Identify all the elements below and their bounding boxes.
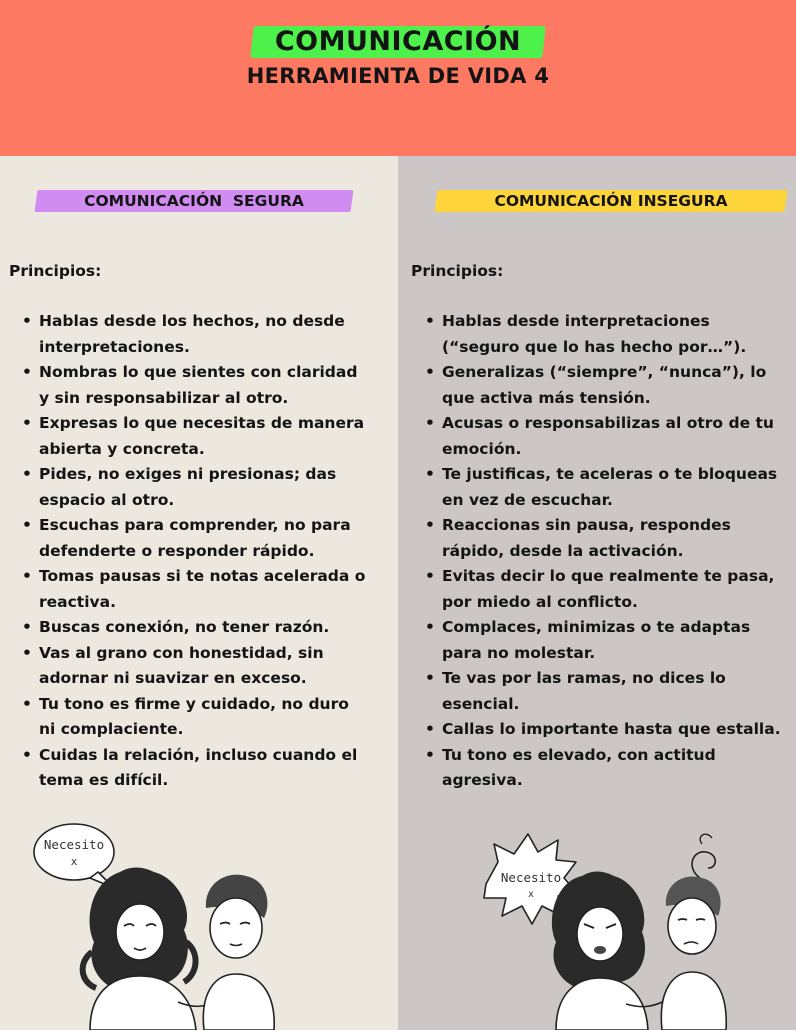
list-item: • Callas lo importante hasta que estalla. <box>412 717 786 743</box>
speech-bubble-icon <box>34 824 114 888</box>
bubble-text-x: x <box>527 889 535 900</box>
man-figure-icon <box>203 875 274 1030</box>
unsafe-principles-label: Principios: <box>411 262 504 280</box>
angry-woman-figure-icon <box>552 872 666 1030</box>
unsafe-communication-column <box>398 156 796 1030</box>
safe-communication-illustration <box>28 812 288 1030</box>
bubble-text: Necesito <box>43 837 105 852</box>
safe-principles-label: Principios: <box>9 262 102 280</box>
list-item: • Tomas pausas si te notas acelerada o reactiva. <box>9 564 369 615</box>
list-item: • Evitas decir lo que realmente te pasa, por miedo al conflicto. <box>412 564 786 615</box>
list-item: • Nombras lo que sientes con claridad y sin responsabilizar al otro. <box>9 360 369 411</box>
unsafe-heading: COMUNICACIÓN INSEGURA <box>494 192 728 210</box>
unsafe-communication-illustration <box>476 832 736 1030</box>
safe-principles-list <box>9 309 369 794</box>
bubble-text-x: x <box>70 855 78 868</box>
header-banner <box>0 0 796 156</box>
title-block <box>252 22 544 62</box>
list-item: • Buscas conexión, no tener razón. <box>9 615 369 641</box>
unsafe-principles-list <box>412 309 786 794</box>
page-title: COMUNICACIÓN <box>274 26 522 57</box>
safe-heading-pill <box>36 190 352 212</box>
list-item: • Vas al grano con honestidad, sin adornar ni suavizar en exceso. <box>9 641 369 692</box>
list-item: • Hablas desde los hechos, no desde interpretaciones. <box>9 309 369 360</box>
woman-figure-icon <box>83 868 218 1030</box>
list-item: • Reaccionas sin pausa, respondes rápido, desde la activación. <box>412 513 786 564</box>
list-item: • Tu tono es elevado, con actitud agresiva. <box>412 743 786 794</box>
list-item: • Pides, no exiges ni presionas; das espacio al otro. <box>9 462 369 513</box>
list-item: • Expresas lo que necesitas de manera abierta y concreta. <box>9 411 369 462</box>
bubble-text: Necesito <box>500 870 562 885</box>
list-item: • Te vas por las ramas, no dices lo esencial. <box>412 666 786 717</box>
list-item: • Hablas desde interpretaciones (“seguro que lo has hecho por…”). <box>412 309 786 360</box>
upset-man-figure-icon <box>661 834 726 1030</box>
list-item: • Acusas o responsabilizas al otro de tu emoción. <box>412 411 786 462</box>
list-item: • Escuchas para comprender, no para defenderte o responder rápido. <box>9 513 369 564</box>
list-item: • Tu tono es firme y cuidado, no duro ni complaciente. <box>9 692 369 743</box>
safe-heading: COMUNICACIÓN SEGURA <box>84 192 304 210</box>
page-subtitle: HERRAMIENTA DE VIDA 4 <box>246 64 550 88</box>
list-item: • Complaces, minimizas o te adaptas para no molestar. <box>412 615 786 666</box>
safe-communication-column <box>0 156 398 1030</box>
list-item: • Generalizas (“siempre”, “nunca”), lo que activa más tensión. <box>412 360 786 411</box>
list-item: • Cuidas la relación, incluso cuando el tema es difícil. <box>9 743 369 794</box>
list-item: • Te justificas, te aceleras o te bloqueas en vez de escuchar. <box>412 462 786 513</box>
unsafe-heading-pill <box>436 190 786 212</box>
